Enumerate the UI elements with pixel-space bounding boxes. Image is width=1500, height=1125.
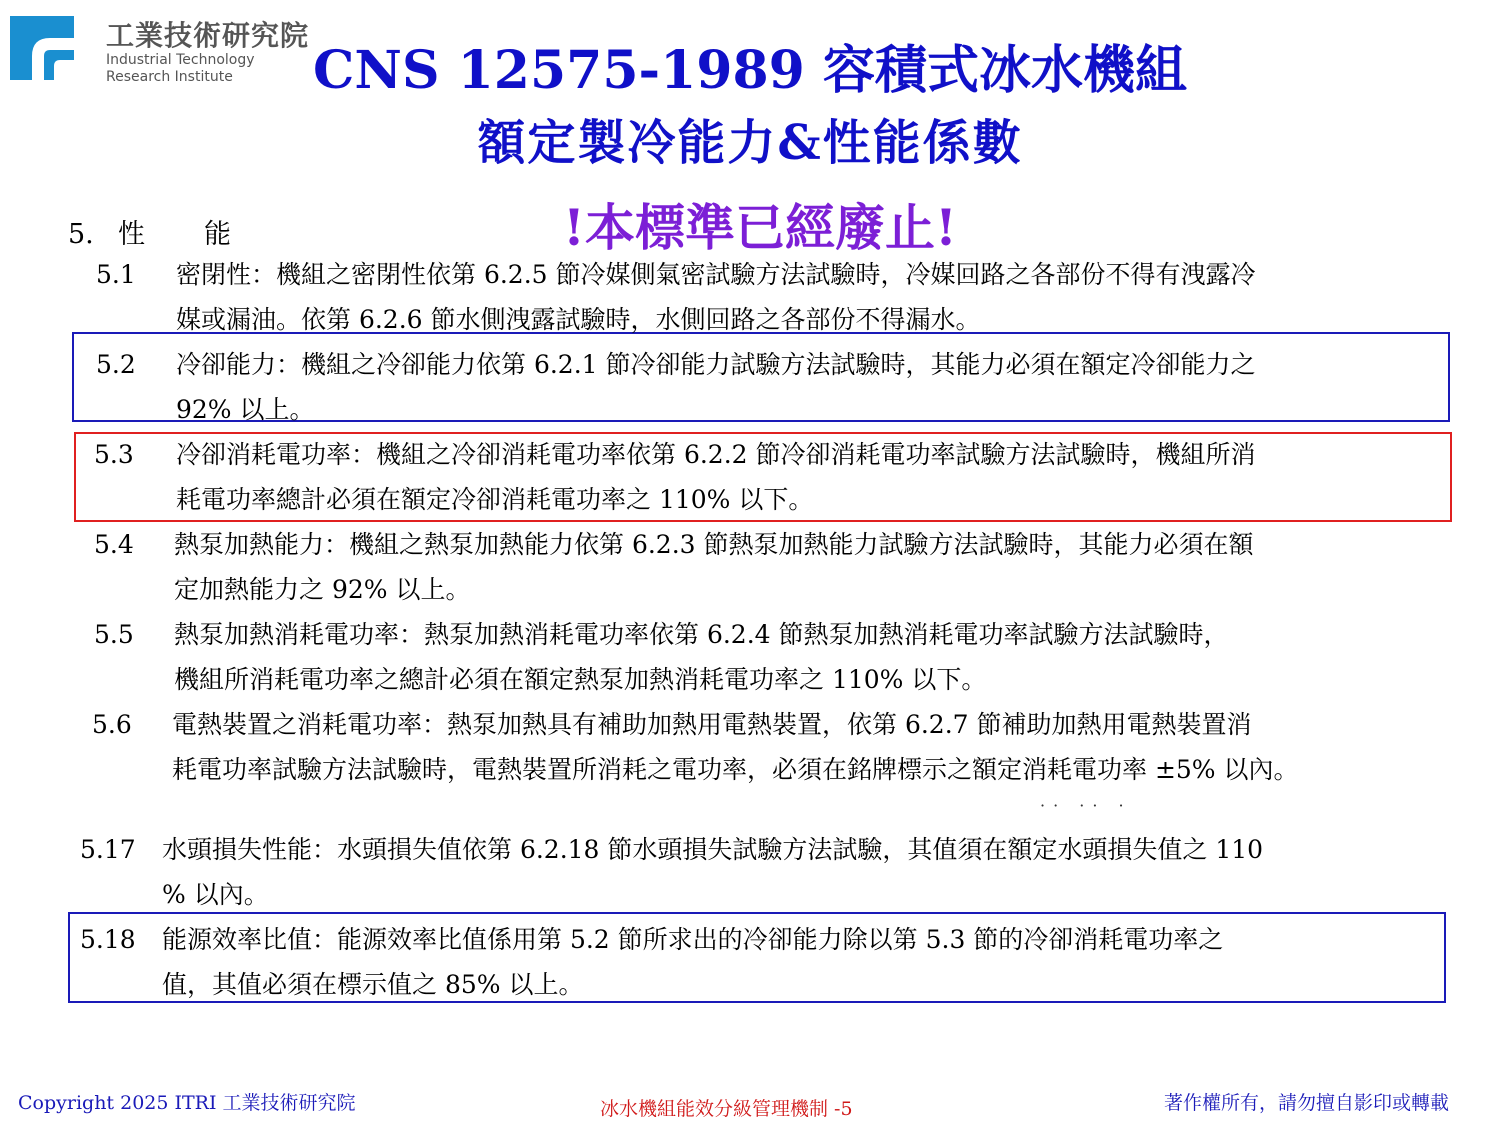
- clause-text-line2: 值，其值必須在標示值之 85% 以上。: [162, 970, 584, 999]
- logo-name-cn: 工業技術研究院: [106, 19, 310, 52]
- clause-text-line1: 熱泵加熱能力：機組之熱泵加熱能力依第 6.2.3 節熱泵加熱能力試驗方法試驗時，其能力必須在額: [174, 530, 1254, 559]
- section-heading: [68, 212, 231, 251]
- clause-text-line2: 耗電功率試驗方法試驗時，電熱裝置所消耗之電功率，必須在銘牌標示之額定消耗電功率 ±5% 以內。: [172, 755, 1299, 784]
- clause-number: 5.2: [96, 350, 136, 379]
- clause-number: 5.5: [94, 620, 134, 649]
- clause-number: 5.17: [80, 835, 136, 864]
- clause-number: 5.18: [80, 925, 136, 954]
- slide-title-line2: 額定製冷能力&性能係數: [477, 115, 1023, 171]
- clause-text-line2: 耗電功率總計必須在額定冷卻消耗電功率之 110% 以下。: [176, 485, 814, 514]
- clause-number: 5.6: [92, 710, 132, 739]
- clause-text-line1: 冷卻消耗電功率：機組之冷卻消耗電功率依第 6.2.2 節冷卻消耗電功率試驗方法試驗時，機組所消: [176, 440, 1256, 469]
- abolished-notice: !本標準已經廢止!: [563, 198, 957, 257]
- clause-text-line1: 能源效率比值：能源效率比值係用第 5.2 節所求出的冷卻能力除以第 5.3 節的冷卻消耗電功率之: [162, 925, 1224, 954]
- section-title-part-b: 能: [204, 219, 231, 250]
- clause-text-line2: % 以內。: [162, 880, 269, 909]
- footer-page-label: 冰水機組能效分級管理機制 -5: [600, 1098, 853, 1120]
- clause-number: 5.1: [96, 260, 136, 289]
- clause-text-line1: 水頭損失性能：水頭損失值依第 6.2.18 節水頭損失試驗方法試驗，其值須在額定水頭損失值之 110: [162, 835, 1264, 864]
- clause-text-line2: 定加熱能力之 92% 以上。: [174, 575, 471, 604]
- section-number: 5.: [68, 219, 94, 250]
- clause-number: 5.4: [94, 530, 134, 559]
- clause-number: 5.3: [94, 440, 134, 469]
- section-title-part-a: 性: [118, 219, 145, 250]
- clause-text-line2: 92% 以上。: [176, 395, 315, 424]
- clause-text-line2: 機組所消耗電功率之總計必須在額定熱泵加熱消耗電功率之 110% 以下。: [174, 665, 987, 694]
- slide-title-line1: CNS 12575-1989 容積式冰水機組: [313, 40, 1187, 101]
- clause-text-line1: 冷卻能力：機組之冷卻能力依第 6.2.1 節冷卻能力試驗方法試驗時，其能力必須在額定冷卻能力之: [176, 350, 1256, 379]
- logo-name-en-line1: Industrial Technology: [106, 52, 255, 68]
- clause-text-line1: 密閉性：機組之密閉性依第 6.2.5 節冷媒側氣密試驗方法試驗時，冷媒回路之各部份不得有洩露冷: [176, 260, 1256, 289]
- clause-text-line2: 媒或漏油。依第 6.2.6 節水側洩露試驗時，水側回路之各部份不得漏水。: [176, 305, 981, 334]
- clause-text-line1: 電熱裝置之消耗電功率：熱泵加熱具有補助加熱用電熱裝置，依第 6.2.7 節補助加熱用電熱裝置消: [172, 710, 1252, 739]
- ellipsis-marks: ·· ·· ·: [1040, 796, 1132, 815]
- clause-text-line1: 熱泵加熱消耗電功率：熱泵加熱消耗電功率依第 6.2.4 節熱泵加熱消耗電功率試驗方法試驗時，: [174, 620, 1229, 649]
- footer-copyright: Copyright 2025 ITRI 工業技術研究院: [18, 1092, 356, 1114]
- logo-name-en-line2: Research Institute: [106, 69, 233, 85]
- footer-rights-notice: 著作權所有，請勿擅自影印或轉載: [1164, 1092, 1450, 1114]
